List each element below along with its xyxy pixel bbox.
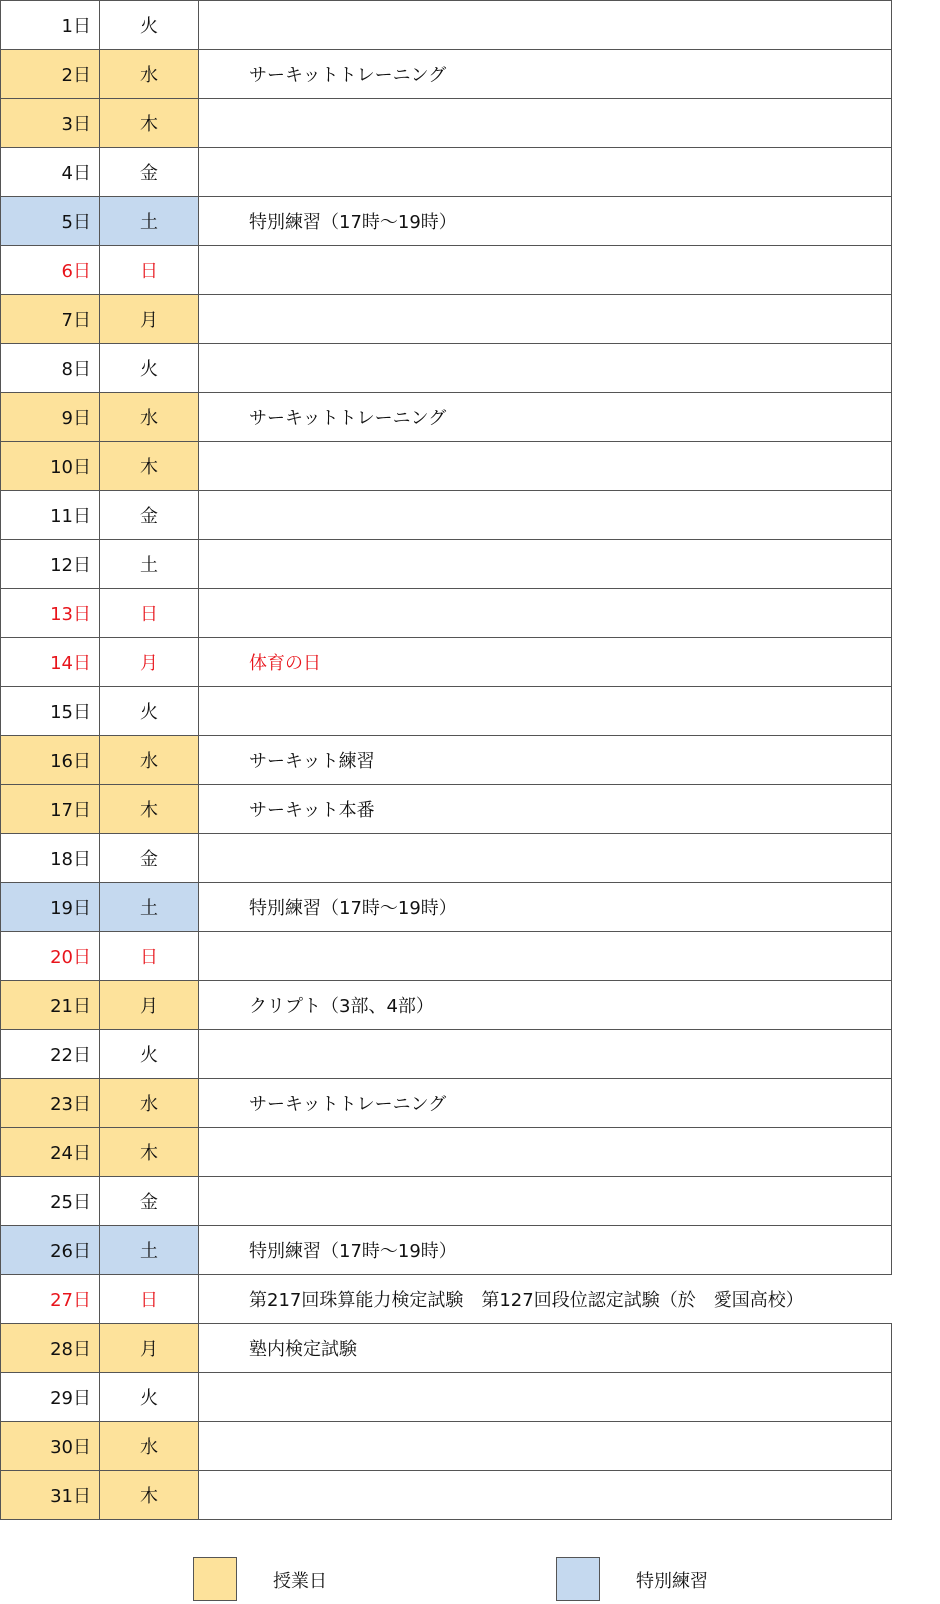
- weekday-cell: 土: [100, 1226, 199, 1275]
- day-number-cell: 28日: [1, 1324, 100, 1373]
- weekday-cell: 火: [100, 1, 199, 50]
- legend-swatch-special-practice: [556, 1557, 600, 1601]
- event-cell: サーキットトレーニング: [199, 50, 892, 99]
- weekday-cell: 金: [100, 1177, 199, 1226]
- calendar-row: [1, 1226, 892, 1275]
- weekday-cell: 日: [100, 589, 199, 638]
- day-number-cell: 6日: [1, 246, 100, 295]
- event-cell: [199, 442, 892, 491]
- event-cell: [199, 1128, 892, 1177]
- calendar-row: [1, 491, 892, 540]
- event-cell: [199, 540, 892, 589]
- calendar-row: [1, 50, 892, 99]
- event-cell: サーキットトレーニング: [199, 1079, 892, 1128]
- calendar-row: [1, 246, 892, 295]
- event-cell: 第217回珠算能力検定試験 第127回段位認定試験（於 愛国高校）: [199, 1275, 892, 1324]
- calendar-row: [1, 1373, 892, 1422]
- calendar-row: [1, 148, 892, 197]
- event-cell: サーキットトレーニング: [199, 393, 892, 442]
- weekday-cell: 月: [100, 981, 199, 1030]
- legend-class-day: [193, 1557, 393, 1601]
- calendar-row: [1, 442, 892, 491]
- calendar-row: [1, 540, 892, 589]
- day-number-cell: 27日: [1, 1275, 100, 1324]
- calendar-row: [1, 1324, 892, 1373]
- day-number-cell: 21日: [1, 981, 100, 1030]
- calendar-row: [1, 1, 892, 50]
- event-cell: 特別練習（17時～19時）: [199, 197, 892, 246]
- day-number-cell: 7日: [1, 295, 100, 344]
- weekday-cell: 水: [100, 736, 199, 785]
- day-number-cell: 4日: [1, 148, 100, 197]
- weekday-cell: 水: [100, 393, 199, 442]
- calendar-row: [1, 1128, 892, 1177]
- day-number-cell: 26日: [1, 1226, 100, 1275]
- calendar-row: [1, 1275, 892, 1324]
- day-number-cell: 17日: [1, 785, 100, 834]
- day-number-cell: 12日: [1, 540, 100, 589]
- calendar-row: [1, 393, 892, 442]
- weekday-cell: 木: [100, 785, 199, 834]
- weekday-cell: 土: [100, 197, 199, 246]
- event-cell: サーキット練習: [199, 736, 892, 785]
- calendar-row: [1, 295, 892, 344]
- day-number-cell: 10日: [1, 442, 100, 491]
- calendar-row: [1, 785, 892, 834]
- event-cell: 特別練習（17時～19時）: [199, 883, 892, 932]
- event-cell: [199, 589, 892, 638]
- calendar-row: [1, 883, 892, 932]
- calendar-row: [1, 638, 892, 687]
- day-number-cell: 2日: [1, 50, 100, 99]
- day-number-cell: 5日: [1, 197, 100, 246]
- weekday-cell: 月: [100, 638, 199, 687]
- calendar-row: [1, 1422, 892, 1471]
- weekday-cell: 火: [100, 1030, 199, 1079]
- calendar-row: [1, 589, 892, 638]
- weekday-cell: 金: [100, 491, 199, 540]
- day-number-cell: 29日: [1, 1373, 100, 1422]
- calendar-row: [1, 1030, 892, 1079]
- day-number-cell: 18日: [1, 834, 100, 883]
- weekday-cell: 月: [100, 295, 199, 344]
- weekday-cell: 日: [100, 1275, 199, 1324]
- day-number-cell: 1日: [1, 1, 100, 50]
- event-cell: 塾内検定試験: [199, 1324, 892, 1373]
- day-number-cell: 30日: [1, 1422, 100, 1471]
- day-number-cell: 15日: [1, 687, 100, 736]
- day-number-cell: 3日: [1, 99, 100, 148]
- weekday-cell: 火: [100, 344, 199, 393]
- day-number-cell: 31日: [1, 1471, 100, 1520]
- day-number-cell: 20日: [1, 932, 100, 981]
- event-cell: 特別練習（17時～19時）: [199, 1226, 892, 1275]
- weekday-cell: 月: [100, 1324, 199, 1373]
- event-cell: [199, 932, 892, 981]
- event-cell: [199, 1177, 892, 1226]
- weekday-cell: 金: [100, 148, 199, 197]
- weekday-cell: 水: [100, 1079, 199, 1128]
- calendar-row: [1, 344, 892, 393]
- event-cell: [199, 687, 892, 736]
- event-cell: 体育の日: [199, 638, 892, 687]
- day-number-cell: 16日: [1, 736, 100, 785]
- legend-swatch-class-day: [193, 1557, 237, 1601]
- event-cell: サーキット本番: [199, 785, 892, 834]
- calendar-row: [1, 197, 892, 246]
- event-cell: [199, 834, 892, 883]
- legend-label-class-day: 授業日: [273, 1571, 327, 1592]
- day-number-cell: 25日: [1, 1177, 100, 1226]
- day-number-cell: 13日: [1, 589, 100, 638]
- event-cell: [199, 246, 892, 295]
- event-cell: [199, 1471, 892, 1520]
- calendar-row: [1, 981, 892, 1030]
- day-number-cell: 23日: [1, 1079, 100, 1128]
- weekday-cell: 木: [100, 1128, 199, 1177]
- day-number-cell: 22日: [1, 1030, 100, 1079]
- weekday-cell: 火: [100, 687, 199, 736]
- weekday-cell: 木: [100, 99, 199, 148]
- weekday-cell: 日: [100, 246, 199, 295]
- day-number-cell: 19日: [1, 883, 100, 932]
- calendar-row: [1, 99, 892, 148]
- event-cell: [199, 1373, 892, 1422]
- day-number-cell: 9日: [1, 393, 100, 442]
- weekday-cell: 土: [100, 540, 199, 589]
- weekday-cell: 木: [100, 442, 199, 491]
- event-cell: [199, 148, 892, 197]
- weekday-cell: 水: [100, 1422, 199, 1471]
- event-cell: [199, 491, 892, 540]
- event-cell: [199, 295, 892, 344]
- day-number-cell: 8日: [1, 344, 100, 393]
- event-cell: [199, 99, 892, 148]
- calendar-row: [1, 834, 892, 883]
- event-cell: クリプト（3部、4部）: [199, 981, 892, 1030]
- day-number-cell: 24日: [1, 1128, 100, 1177]
- event-cell: [199, 1030, 892, 1079]
- weekday-cell: 水: [100, 50, 199, 99]
- calendar-body: [1, 1, 892, 1520]
- weekday-cell: 金: [100, 834, 199, 883]
- event-cell: [199, 1, 892, 50]
- calendar-row: [1, 1079, 892, 1128]
- calendar-row: [1, 1471, 892, 1520]
- day-number-cell: 11日: [1, 491, 100, 540]
- calendar-row: [1, 687, 892, 736]
- calendar-row: [1, 1177, 892, 1226]
- calendar-row: [1, 736, 892, 785]
- event-cell: [199, 1422, 892, 1471]
- legend-label-special-practice: 特別練習: [636, 1571, 708, 1592]
- weekday-cell: 土: [100, 883, 199, 932]
- weekday-cell: 日: [100, 932, 199, 981]
- weekday-cell: 木: [100, 1471, 199, 1520]
- legend-special-practice: [556, 1557, 776, 1601]
- event-cell: [199, 344, 892, 393]
- day-number-cell: 14日: [1, 638, 100, 687]
- calendar-row: [1, 932, 892, 981]
- weekday-cell: 火: [100, 1373, 199, 1422]
